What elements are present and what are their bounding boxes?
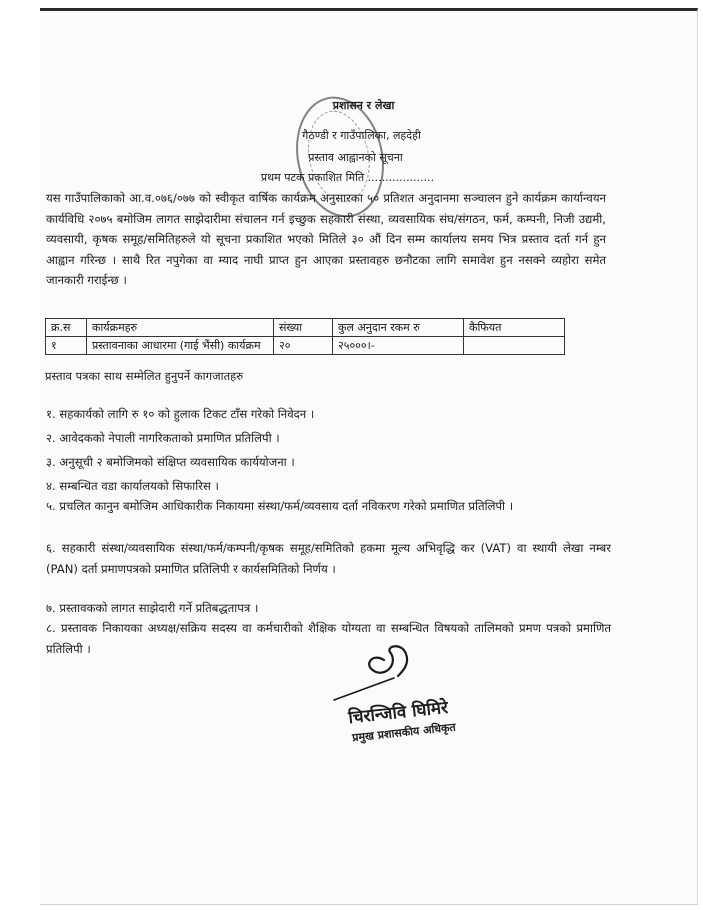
cell-program: प्रस्तावनाका आधारमा (गाई भैंसी) कार्यक्रम	[87, 337, 274, 355]
signatory-title: प्रमुख प्रशासकीय अधिकृत	[351, 720, 457, 745]
col-sn: क्र.स	[46, 319, 87, 337]
cell-sn: १	[46, 337, 87, 355]
notice-paragraph: यस गाउँपालिकाको आ.व.०७६/०७७ को स्वीकृत वार्षिक कार्यक्रम अनुसारका ५० प्रतिशत अनुदानमा सञ्चालन हुने कार्यक्रम कार्यान्वयन कार्यविधि २०७५ बमोजिम लागत साझेदारीमा संचालन गर्न इच्छुक सहकारी संस्था, व्यवसायिक संघ/संगठन, फर्म, कम्पनी, निजी उद्यमी, व्यवसायी, कृषक समूह/समितिहरुले यो सूचना प्रकाशित भएको मितिले ३० औं दिन सम्म कार्यालय समय भित्र प्रस्ताव दर्ता गर्न हुन आह्वान गरिन्छ । साथै रित नपुगेका वा म्याद नाघी प्राप्त हुन आएका प्रस्तावहरु छनौटका लागि समावेश हुन नसक्ने व्यहोरा समेत जानकारी गराईन्छ ।	[46, 191, 606, 288]
list-item: २. आवेदकको नेपाली नागरिकताको प्रमाणित प्रतिलिपी ।	[46, 431, 280, 445]
col-remarks: कैफियत	[464, 319, 565, 337]
col-count: संख्या	[274, 319, 333, 337]
list-item: ८. प्रस्तावक निकायका अध्यक्ष/सक्रिय सदस्य वा कर्मचारीको शैक्षिक योग्यता वा सम्बन्धित विषयको तालिमको प्रमण पत्रको प्रमाणित प्रतिलिपी ।	[46, 621, 611, 656]
list-item: १. सहकार्यको लागि रु १० को हुलाक टिकट टाँस गरेको निवेदन ।	[46, 407, 315, 421]
list-item: ५. प्रचलित कानुन बमोजिम आधिकारीक निकायमा संस्था/फर्म/व्यवसाय दर्ता नविकरण गरेको प्रमाणित प्रतिलिपी ।	[46, 499, 514, 513]
col-total-grant: कुल अनुदान रकम रु	[333, 319, 464, 337]
cell-count: २०	[274, 337, 333, 355]
list-item: ७. प्रस्तावकको लागत साझेदारी गर्ने प्रतिबद्धतापत्र ।	[46, 601, 259, 615]
list-item: ३. अनुसूची २ बमोजिमको संक्षिप्त व्यवसायिक कार्ययोजना ।	[46, 455, 295, 469]
table-header-row	[46, 319, 565, 337]
header-line-3: प्रस्ताव आह्वानको सूचना	[308, 151, 403, 164]
program-table	[45, 318, 565, 355]
table-row	[46, 337, 565, 355]
header-line-1: प्रशासन र लेखा	[332, 99, 395, 112]
col-programs: कार्यक्रमहरु	[87, 319, 274, 337]
list-item: ४. सम्बन्धित वडा कार्यालयको सिफारिस ।	[46, 479, 219, 493]
header-line-2: गैठण्डी र गाउँपालिका, लहदेही	[302, 129, 421, 142]
documents-heading: प्रस्ताव पत्रका साथ सम्मेलित हुनुपर्ने कागजातहरु	[45, 369, 244, 383]
cell-remarks	[464, 337, 565, 355]
cell-grant: २५०००।-	[333, 337, 464, 355]
signatory-name: चिरन्जिवि घिमिरे	[347, 697, 449, 729]
header-line-4: प्रथम पटक प्रकाशित मिति ...................	[260, 171, 435, 184]
list-item: ६. सहकारी संस्था/व्यवसायिक संस्था/फर्म/कम्पनी/कृषक समूह/समितिको हकमा मूल्य अभिवृद्धि कर (VAT) वा स्थायी लेखा नम्बर (PAN) दर्ता प्रमाणपत्रको प्रमाणित प्रतिलिपी र कार्यसमितिको निर्णय ।	[46, 541, 611, 576]
handwritten-signature	[332, 632, 432, 702]
